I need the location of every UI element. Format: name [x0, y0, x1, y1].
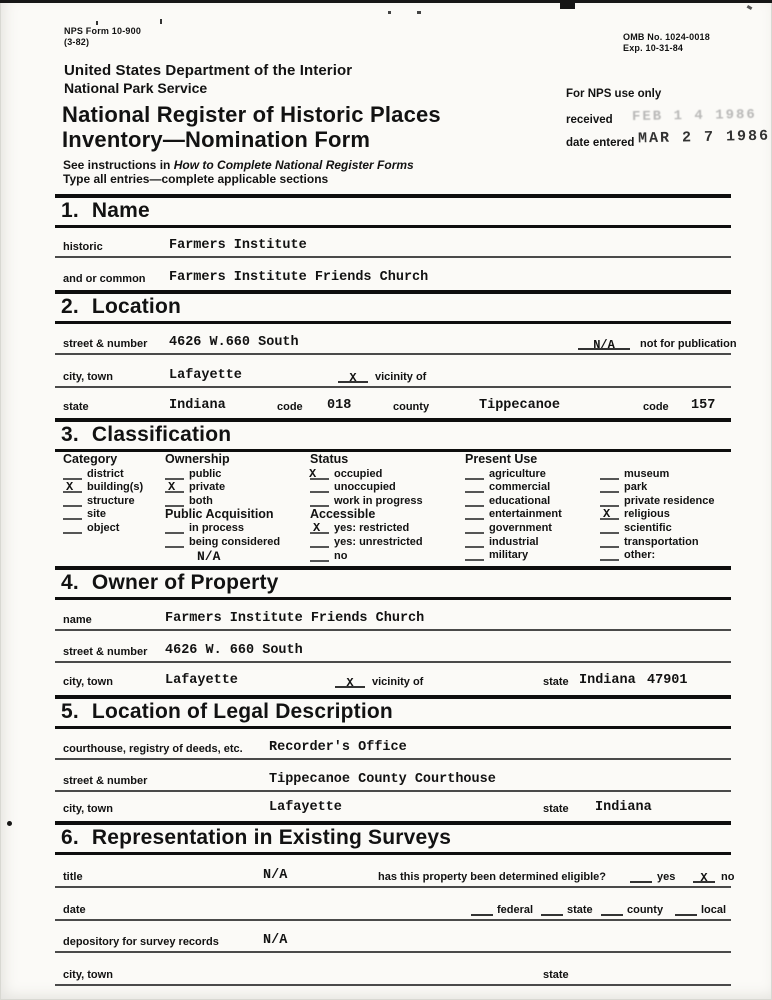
owner-street-value: 4626 W. 660 South [165, 643, 303, 658]
checkbox-line [465, 480, 484, 493]
checkbox-line: X [600, 507, 619, 520]
scan-artifact [0, 0, 772, 3]
checkbox-religious: X religious [600, 507, 731, 521]
checkbox-in-process: in process [165, 521, 307, 535]
checkbox-transportation: transportation [600, 534, 731, 548]
city-value: Lafayette [169, 368, 242, 383]
section-name-heading: 1. Name [55, 194, 731, 228]
section-location [55, 290, 737, 418]
section-owner [55, 566, 731, 695]
street-row [55, 319, 737, 355]
vicinity-checkbox: X [338, 368, 368, 383]
checkbox-agriculture: agriculture [465, 466, 597, 480]
county-level-label: county [627, 904, 664, 916]
checkbox-line [465, 467, 484, 480]
checkbox-line [465, 507, 484, 520]
date-entered-stamp: MAR 2 7 1986 [637, 127, 771, 148]
survey-title-value: N/A [263, 868, 288, 883]
survey-city-label: city, town [63, 969, 113, 981]
checkbox-line [600, 521, 619, 534]
checkbox-commercial: commercial [465, 480, 597, 494]
legal-city-label: city, town [63, 803, 113, 815]
owner-street-label: street & number [63, 646, 148, 658]
checkbox-line [600, 535, 619, 548]
checkbox-line [600, 467, 619, 480]
legal-street-value: Tippecanoe County Courthouse [269, 772, 496, 787]
scan-artifact [560, 2, 575, 9]
checkbox-educational: educational [465, 493, 597, 507]
section-surveys-heading: 6. Representation in Existing Surveys [55, 821, 731, 855]
category-head: Category [63, 452, 118, 466]
checkbox-museum: museum [600, 466, 731, 480]
owner-street-row [55, 629, 731, 663]
city-label: city, town [63, 371, 113, 383]
form-title-line1: National Register of Historic Places [62, 102, 441, 127]
courthouse-value: Recorder's Office [269, 740, 407, 755]
historic-label: historic [63, 241, 103, 253]
owner-name-value: Farmers Institute Friends Church [165, 611, 425, 626]
instructions-line2: Type all entries—complete applicable sections [63, 172, 329, 186]
checkbox-line: X [63, 480, 82, 493]
checkbox-military: military [465, 548, 597, 562]
checkbox-object: object [63, 520, 159, 534]
checkbox-line [600, 480, 619, 493]
checkbox-line [465, 494, 484, 507]
manual-title: How to Complete National Register Forms [173, 158, 414, 172]
public-acquisition-head: Public Acquisition [165, 506, 274, 521]
section-legal-heading: 5. Location of Legal Description [55, 695, 731, 729]
owner-city-label: city, town [63, 676, 113, 688]
legal-city-value: Lafayette [269, 800, 342, 815]
checkbox-park: park [600, 480, 731, 494]
scan-artifact [7, 821, 12, 826]
county-checkbox [601, 901, 623, 916]
agency-name: National Park Service [64, 80, 208, 96]
legal-state-label: state [543, 803, 569, 815]
legal-state-value: Indiana [595, 800, 652, 815]
street-label: street & number [63, 338, 148, 350]
form-number: NPS Form 10-900 (3-82) [64, 26, 142, 47]
checkbox-line [465, 535, 484, 548]
common-name-row [55, 256, 731, 288]
checkbox-line [63, 494, 82, 507]
checkbox-line [310, 480, 329, 493]
checkbox-work-in-progress: work in progress [310, 493, 462, 507]
scan-artifact [160, 19, 162, 24]
status-column [310, 452, 462, 562]
checkbox-no: no [310, 548, 462, 562]
checkbox-being-considered: being considered [165, 534, 307, 548]
scan-artifact [388, 11, 391, 14]
state-level-label: state [567, 904, 593, 916]
local-level-label: local [701, 904, 727, 916]
state-code-label: code [277, 401, 303, 413]
survey-title-label: title [63, 871, 83, 883]
depository-row [55, 919, 731, 953]
eligible-no-checkbox: X [693, 868, 715, 883]
checkbox-line [63, 507, 82, 520]
checkbox-line [63, 521, 82, 534]
section-name [55, 194, 731, 290]
not-for-publication-checkbox: N/A [578, 335, 630, 350]
state-row [55, 386, 731, 416]
checkbox-line [165, 521, 184, 534]
present-use-head: Present Use [465, 452, 538, 466]
federal-label: federal [497, 904, 534, 916]
county-label: county [393, 401, 430, 413]
legal-street-label: street & number [63, 775, 148, 787]
ownership-head: Ownership [165, 452, 230, 466]
survey-title-row [55, 852, 735, 888]
historic-value: Farmers Institute [169, 238, 307, 253]
checkbox-line: X [165, 480, 184, 493]
instructions-line1: See instructions in How to Complete National Register Forms [63, 158, 414, 172]
depository-value: N/A [263, 933, 288, 948]
checkbox-buildings: X building(s) [63, 480, 159, 494]
county-code-value: 157 [691, 398, 716, 413]
owner-city-value: Lafayette [165, 673, 238, 688]
scan-artifact [747, 5, 753, 10]
eligible-no-label: no [721, 871, 735, 883]
courthouse-label: courthouse, registry of deeds, etc. [63, 743, 243, 755]
checkbox-line [465, 521, 484, 534]
checkbox-line [165, 467, 184, 480]
legal-street-row [55, 758, 731, 792]
nps-use-only-label: For NPS use only [566, 88, 662, 100]
legal-city-row [55, 790, 731, 818]
received-label: received [566, 114, 613, 126]
common-name-label: and or common [63, 273, 146, 285]
accessible-head: Accessible [310, 506, 376, 521]
courthouse-row [55, 725, 731, 760]
section-classification [55, 418, 731, 566]
scan-artifact [96, 21, 98, 25]
form-title-line2: Inventory—Nomination Form [62, 127, 371, 152]
section-surveys [55, 821, 735, 1000]
county-code-label: code [643, 401, 669, 413]
checkbox-scientific: scientific [600, 520, 731, 534]
section-owner-heading: 4. Owner of Property [55, 566, 731, 600]
checkbox-private-residence: private residence [600, 493, 731, 507]
checkbox-line [310, 494, 329, 507]
owner-city-row [55, 661, 731, 691]
survey-date-label: date [63, 904, 86, 916]
present-use-column-b [600, 452, 731, 561]
owner-name-row [55, 596, 731, 631]
not-for-publication-label: not for publication [640, 338, 737, 350]
checkbox-line [310, 535, 329, 548]
vicinity-label: vicinity of [375, 371, 427, 383]
federal-checkbox [471, 901, 493, 916]
checkbox-yes-unrestricted: yes: unrestricted [310, 534, 462, 548]
local-checkbox [675, 901, 697, 916]
owner-zip-value: 47901 [647, 673, 688, 688]
owner-state-value: Indiana [579, 673, 636, 688]
county-value: Tippecanoe [479, 398, 561, 413]
public-acquisition-na: N/A [197, 548, 221, 564]
owner-vicinity-checkbox: X [335, 673, 365, 688]
department-name: United States Department of the Interior [64, 62, 353, 79]
state-code-value: 018 [327, 398, 352, 413]
checkbox-line [63, 467, 82, 480]
omb-number: OMB No. 1024-0018 Exp. 10-31-84 [623, 32, 710, 53]
state-label: state [63, 401, 89, 413]
section-classification-heading: 3. Classification [55, 418, 731, 452]
owner-name-label: name [63, 614, 92, 626]
checkbox-line [465, 548, 484, 561]
checkbox-private: X private [165, 480, 307, 494]
checkbox-public: public [165, 466, 307, 480]
survey-state-label: state [543, 969, 569, 981]
section-location-heading: 2. Location [55, 290, 731, 324]
depository-label: depository for survey records [63, 936, 219, 948]
checkbox-industrial: industrial [465, 534, 597, 548]
checkbox-both: both [165, 493, 307, 507]
checkbox-entertainment: entertainment [465, 507, 597, 521]
ownership-column [165, 452, 307, 564]
checkbox-line [165, 494, 184, 507]
common-name-value: Farmers Institute Friends Church [169, 270, 429, 285]
checkbox-occupied: X occupied [309, 466, 383, 481]
owner-state-label: state [543, 676, 569, 688]
checkbox-site: site [63, 507, 159, 521]
checkbox-line: X [310, 467, 329, 480]
survey-date-row [55, 886, 731, 921]
category-column [63, 452, 159, 534]
state-value: Indiana [169, 398, 226, 413]
checkbox-line: X [310, 521, 329, 534]
street-value: 4626 W.660 South [169, 335, 299, 350]
owner-vicinity-label: vicinity of [372, 676, 424, 688]
present-use-column-a [465, 452, 597, 561]
eligible-yes-checkbox [630, 868, 652, 883]
state-checkbox [541, 901, 563, 916]
section-legal [55, 695, 731, 821]
received-date-stamp: FEB 1 4 1986 [631, 106, 757, 126]
checkbox-government: government [465, 520, 597, 534]
checkbox-unoccupied: unoccupied [310, 480, 462, 494]
checkbox-other: other: [600, 548, 731, 562]
eligible-yes-label: yes [657, 871, 676, 883]
city-row [55, 353, 731, 388]
checkbox-district: district [63, 466, 159, 480]
checkbox-structure: structure [63, 493, 159, 507]
checkbox-line [600, 548, 619, 561]
survey-city-row [55, 951, 731, 986]
checkbox-yes-restricted: X yes: restricted [310, 521, 462, 535]
status-head: Status [310, 452, 349, 466]
checkbox-line [310, 549, 329, 562]
date-entered-label: date entered [566, 137, 635, 149]
checkbox-line [600, 494, 619, 507]
historic-name-row [55, 222, 731, 258]
eligible-question: has this property been determined eligible? [378, 871, 606, 883]
checkbox-line [165, 535, 184, 548]
scan-artifact [417, 11, 421, 14]
